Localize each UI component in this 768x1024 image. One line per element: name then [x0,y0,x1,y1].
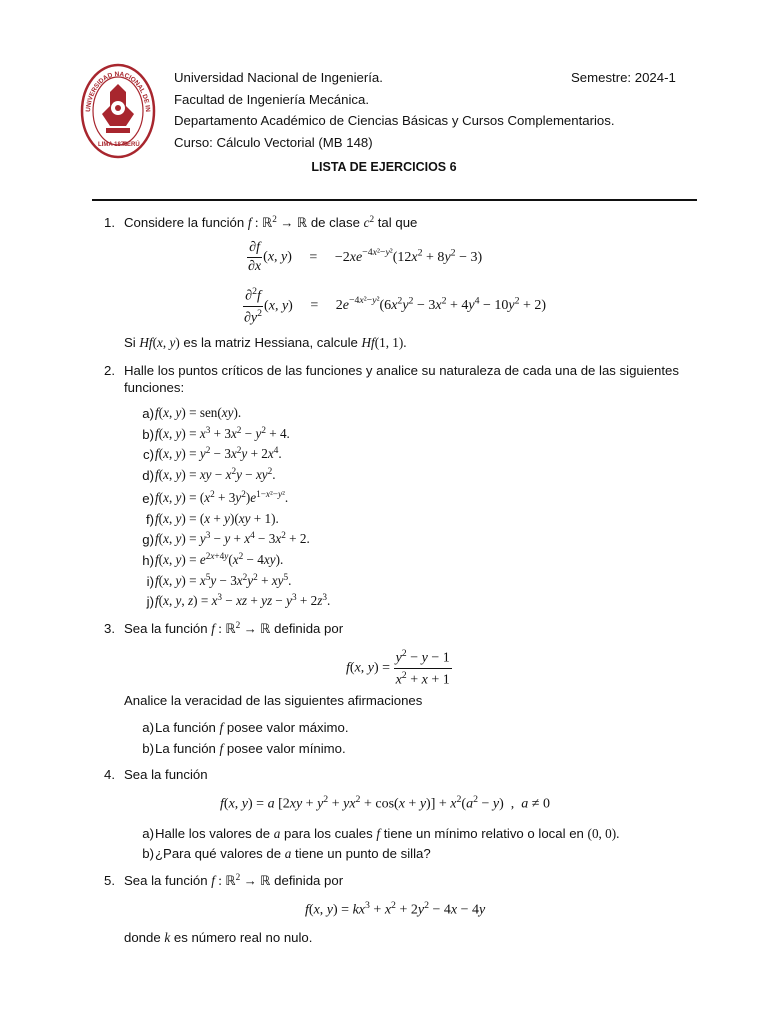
page-title: LISTA DE EJERCICIOS 6 [311,160,457,174]
course-name: Curso: Cálculo Vectorial (MB 148) [174,135,373,150]
exercise-2-item-label: a) [142,406,154,421]
exercise-2-item-f: f(x, y) = (x + y)(xy + 1). [155,511,279,526]
exercise-5-closing: donde k es número real no nulo. [124,930,313,945]
exercise-2-item-label: i) [146,574,154,589]
exercise-2-item-a: f(x, y) = sen(xy). [155,405,242,420]
header-divider [92,199,697,201]
exercise-2-item-e: f(x, $y) = (x^2 + 3y^2)e^{1-x^2-y^2}$. [155,488,289,505]
university-seal [80,62,156,160]
university-name: Universidad Nacional de Ingeniería. [174,70,383,85]
exercise-2-item-label: j) [146,594,154,609]
faculty-name: Facultad de Ingeniería Mecánica. [174,92,369,107]
exercise-2-intro-1: Halle los puntos críticos de las funciones y analice su naturaleza de cada una de las siguientes [124,363,679,378]
exercise-2-item-label: e) [142,491,154,506]
exercise-1-number: 1. [104,215,115,230]
exercise-1-intro: Considere la función f : ℝ$^2$ → ℝ de clase $c^2$ tal que [124,213,418,230]
exercise-2-item-label: c) [143,447,154,462]
exercise-2-intro-2: funciones: [124,380,185,395]
exercise-3-item-label: b) [142,741,154,756]
exercise-4-equation: f(x, y) = a $[2xy + y^2 + yx^2 + \cos(x + y)] + x^2(a^2 - y)$ , a ≠ 0 [220,794,550,812]
exercise-2-item-label: d) [142,468,154,483]
exercise-2-item-label: h) [142,553,154,568]
exercise-3-number: 3. [104,621,115,636]
exercise-3-item-a: La función f posee valor máximo. [155,720,349,735]
semester: Semestre: 2024-1 [571,70,676,85]
svg-text:UNIVERSIDAD NACIONAL DE INGENI: UNIVERSIDAD NACIONAL DE IN [85,70,152,113]
exercise-5-equation: f(x, $y) = kx^3 + x^2 + 2y^2 - 4x - 4y$ [305,900,486,918]
exercise-2-item-c: f(x, $y) = y^2 - 3x^2y + 2x^4$. [155,444,282,461]
svg-text:LIMA 1876: LIMA 1876 [98,142,128,148]
exercise-2-item-i: f(x, $y) = x^5y - 3x^2y^2 + xy^5$. [155,571,292,588]
exercise-5-intro: Sea la función f : ℝ$^2$ → ℝ definida por [124,871,344,888]
exercise-2-item-label: g) [142,532,154,547]
exercise-3-analyze: Analice la veracidad de las siguientes afirmaciones [124,693,423,708]
exercise-2-item-label: b) [142,427,154,442]
exercise-4-number: 4. [104,767,115,782]
exercise-3-item-label: a) [142,720,154,735]
exercise-3-intro: Sea la función f : ℝ$^2$ → ℝ definida por [124,619,344,636]
exercise-2-item-b: f(x, $y) = x^3 + 3x^2 - y^2 + 4$. [155,424,290,441]
exercise-1-equation-2: $\frac{\partial^2f}{\partial y^2}$ (x, $y) = 2e^{-4x^2-y^2}(6x^2y^2 - 3x^2 + 4y^4 - 10y^2 + 2)$ [244,286,547,326]
exercise-3-equation: f(x, y) = $\frac{y^2 - y - 1}{x^2 + x + 1}$ [346,648,450,688]
exercise-2-item-label: f) [145,512,154,527]
exercise-4-item-b: ¿Para qué valores de a tiene un punto de silla? [155,846,431,861]
exercise-5-number: 5. [104,873,115,888]
svg-text:PERÚ: PERÚ [123,142,140,148]
exercise-2-item-d: f(x, y) = xy − $x^2y - xy^2$. [155,465,276,482]
exercise-2-number: 2. [104,363,115,378]
exercise-4-item-label: b) [142,846,154,861]
exercise-1-equation-1: $\frac{\partial f}{\partial x}$ (x, $y) = -2xe^{-4x^2-y^2}(12x^2 + 8y^2 - 3)$ [248,240,483,274]
exercise-3-item-b: La función f posee valor mínimo. [155,741,346,756]
department-name: Departamento Académico de Ciencias Básicas y Cursos Complementarios. [174,113,615,128]
exercise-4-item-label: a) [142,826,154,841]
exercise-2-item-j: f(x, y, $z) = x^3$ − xz + yz − $y^3 + 2z^3$. [155,591,331,608]
exercise-2-item-g: f(x, $y) = y^3 - y + x^4 - 3x^2 + 2$. [155,529,310,546]
exercise-4-item-a: Halle los valores de a para los cuales f tiene un mínimo relativo o local en (0, 0). [155,826,620,841]
exercise-1-closing: Si Hf(x, y) es la matriz Hessiana, calcule Hf(1, 1). [124,335,407,350]
exercise-4-intro: Sea la función [124,767,208,782]
exercise-2-item-h: f(x, $y) = e^{2x+4y}(x^2 - 4xy)$. [155,550,284,567]
